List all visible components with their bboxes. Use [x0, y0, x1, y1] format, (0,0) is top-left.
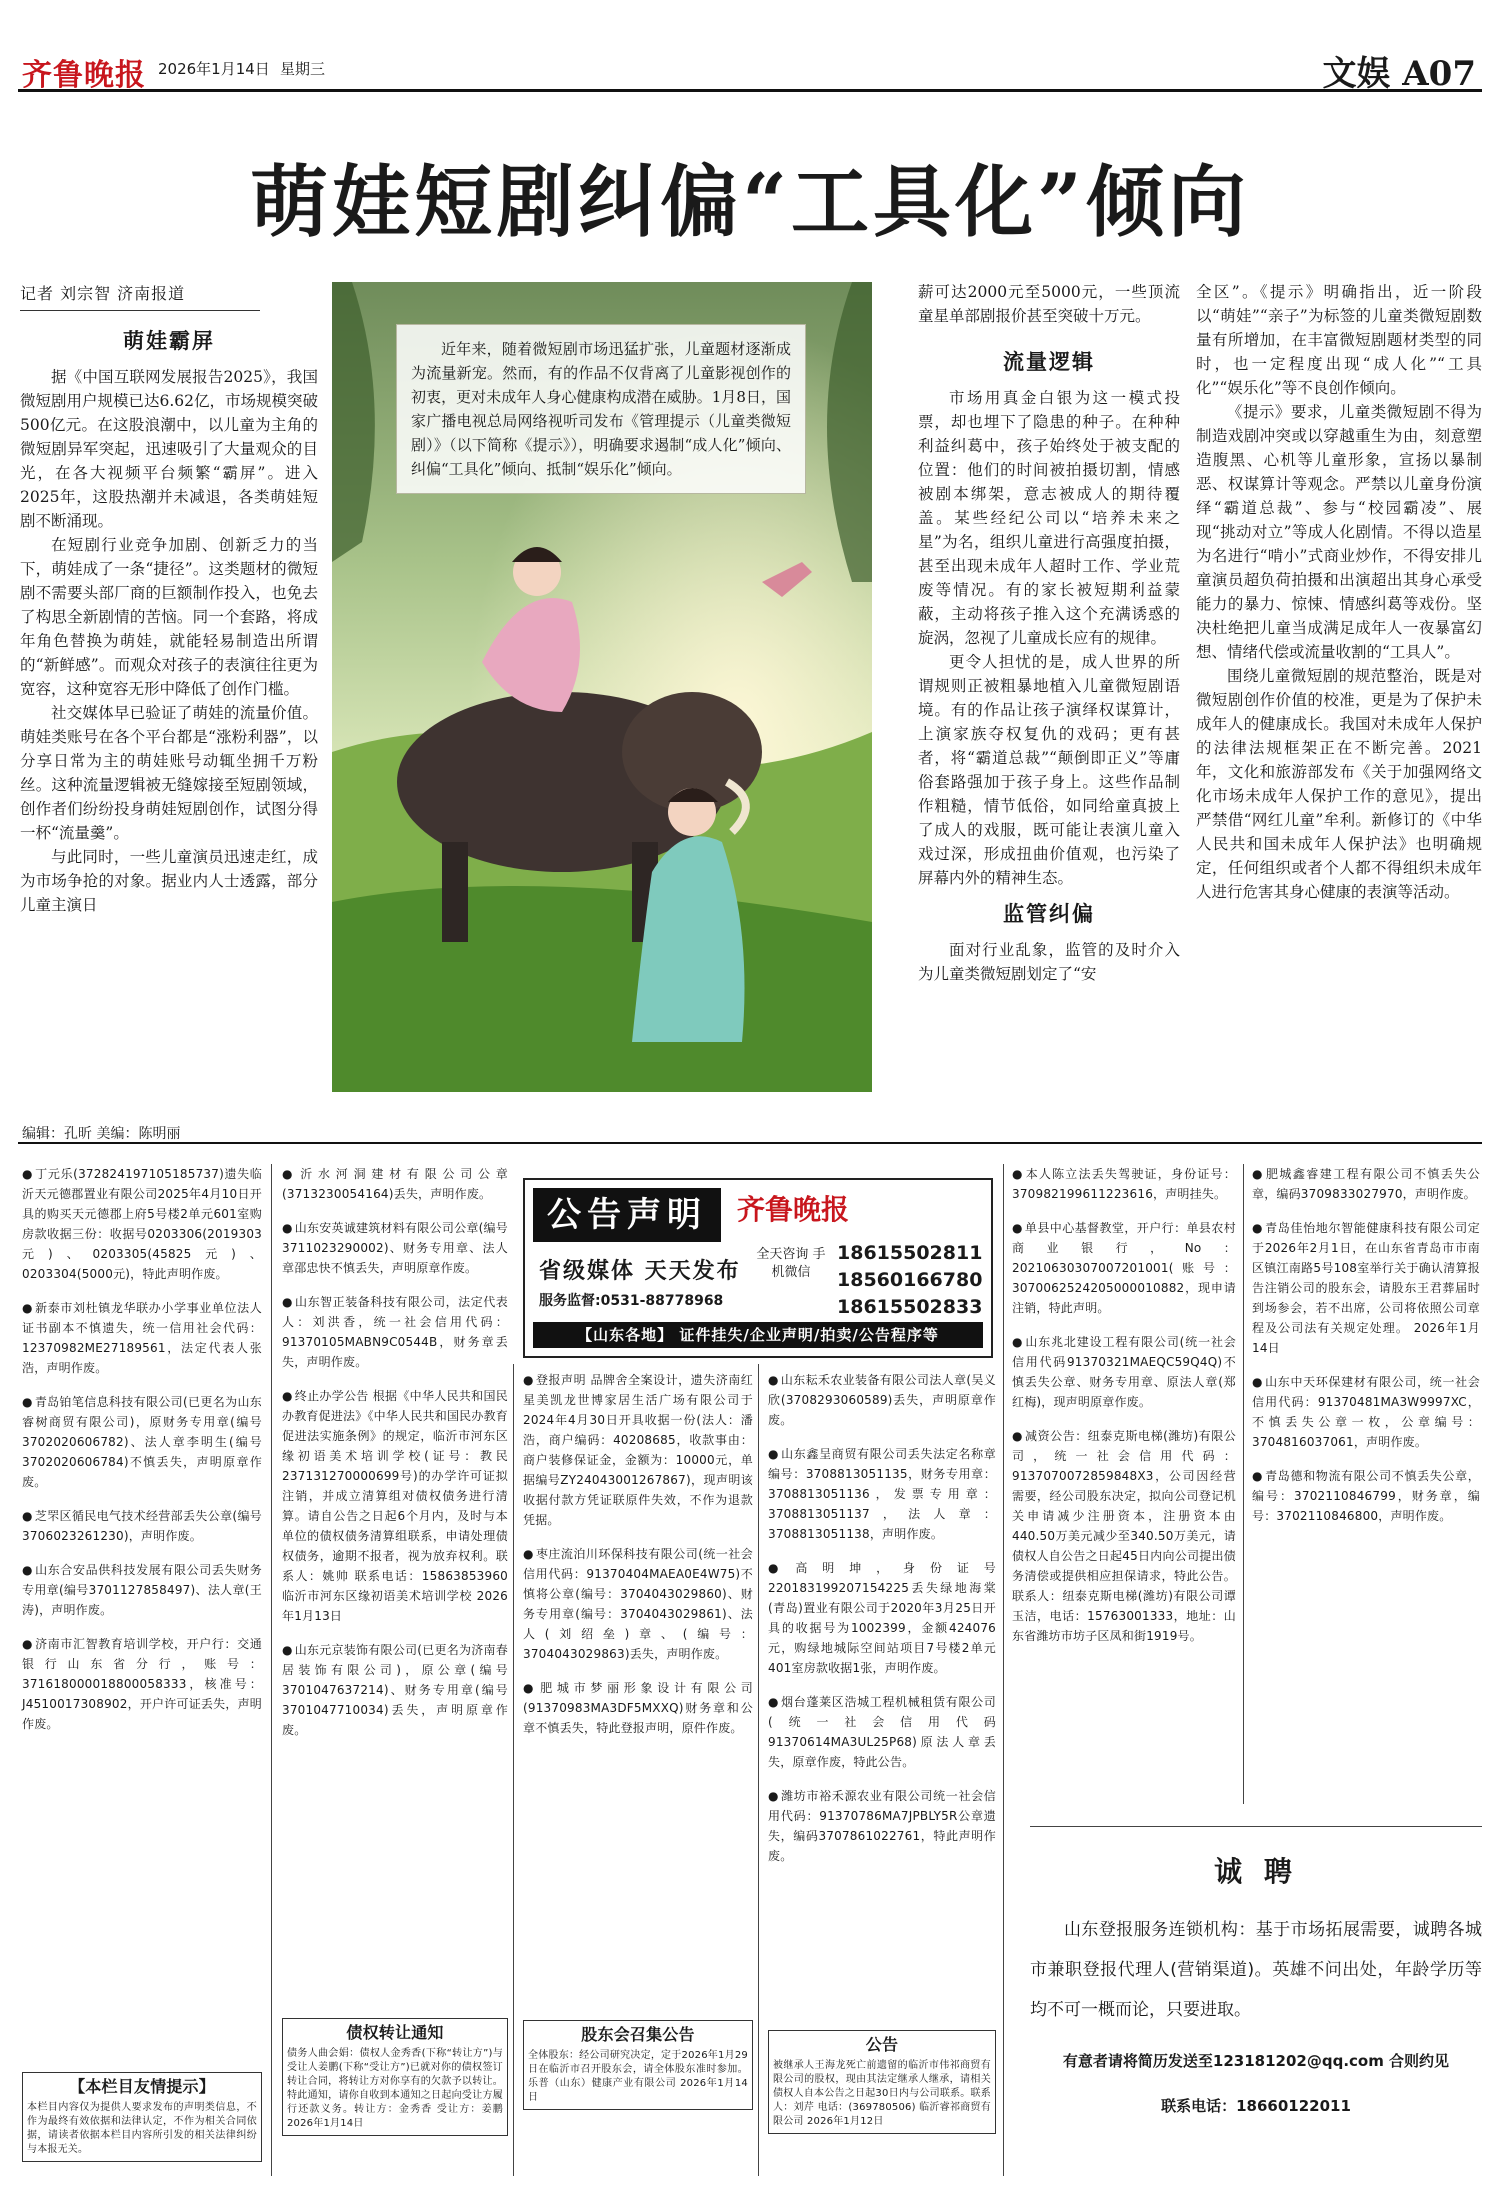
divider [271, 1164, 272, 2176]
banner-slogan: 省级媒体 天天发布 [539, 1259, 741, 1284]
banner-consult: 全天咨询 手机微信 [756, 1247, 826, 1280]
phone-number: 18615502833 [837, 1296, 983, 1318]
lead-paragraph: 近年来，随着微短剧市场迅猛扩张，儿童题材逐渐成为流量新宠。然而，有的作品不仅背离了儿童影视创作的初衷，更对未成年人身心健康构成潜在威胁。1月8日，国家广播电视总局网络视听司发布《管理提示（儿童类微短剧）》（以下简称《提示》），明确要求遏制“成人化”倾向、纠偏“工具化”倾向、抵制“娱乐化”倾向。 [396, 324, 806, 494]
notice-item: ● 单县中心基督教堂，开户行：单县农村商业银行，No：2021063030700720100​1(账号：3070062524205000010882，现申请注销，特此声明。 [1012, 1218, 1236, 1318]
paragraph: 在短剧行业竞争加剧、创新乏力的当下，萌娃成了一条“捷径”。这类题材的微短剧不需要头部厂商的巨额制作投入，也免去了构思全新剧情的苦恼。同一个套路，将成年角色替换为萌娃，就能轻易制造出所谓的“新鲜感”。而观众对孩子的表演往往更为宽容，这种宽容无形中降低了创作门槛。 [20, 536, 318, 698]
recruitment-ad [1030, 1826, 1482, 2176]
classified-notices [18, 1164, 1482, 2176]
paragraph: 面对行业乱象，监管的及时介入为儿童类微短剧划定了“安 [918, 941, 1180, 983]
notice-item: ● 潍坊市裕禾源农业有限公司统一社会信用代码：91370786MA7JPBLY5R公章遗失，编码3707861022761，特此声明作废。 [768, 1786, 996, 1866]
newspaper-masthead: 齐鲁晚报 [22, 58, 146, 93]
notice-item: ● 山东安英诚建筑材料有限公司公章(编号3711023290002)、财务专用章、法人章邵忠快不慎丢失，声明原章作废。 [282, 1218, 508, 1278]
recruit-body: 山东登报服务连锁机构：基于市场拓展需要，诚聘各城市兼职登报代理人(营销渠道)。英雄不问出处，年龄学历等均不可一概而论，只要进取。 [1030, 1920, 1482, 2020]
notice-column-3 [523, 1370, 754, 2103]
banner-phones [837, 1240, 982, 1321]
notice-item: ● 山东合安品供科技发展有限公司丢失财务专用章(编号3701127858497)、法人章(王涛)，声明作废。 [22, 1560, 262, 1620]
banner-masthead: 齐鲁晚报 [737, 1193, 850, 1226]
notice-box-text: 被继承人王海龙死亡前遗留的临沂市伟祁商贸有限公司的股权，现由其法定继承人继承，请相关债权人自本公告之日起30日内与公司联系。联系人：刘芹 电话：(369780506) 临沂睿祁商贸有限公司 2026年1月12日 [773, 2060, 991, 2127]
notice-column-6 [1252, 1164, 1480, 1540]
notice-item: ● 青岛佳怡地尔智能健康科技有限公司定于2026年2月1日，在山东省青岛市市南区镇江南路5号108室举行关于确认清算报告注销公司的股东会，请股东王君葬届时到场参会，若不出席，公司将依照公司章程及公司法有关规定处理。 2026年1月14日 [1252, 1218, 1480, 1358]
notice-item: ● 青岛铂笔信息科技有限公司(已更名为山东睿树商贸有限公司)，原财务专用章(编号3702020606782)、法人章李明生(编号3702020606784)不慎丢失，声明原章作废。 [22, 1392, 262, 1492]
divider [513, 1364, 514, 2176]
notice-item: ● 山东元京装饰有限公司(已更名为济南春居装饰有限公司)，原公章(编号3701047637214)、财务专用章(编号3701047710034)丢失，声明原章作废。 [282, 1640, 508, 1740]
notice-item: ● 新泰市刘杜镇龙华联办小学事业单位法人证书副本不慎遗失，统一信用社会代码：12370982ME27189561，法定代表人张浩，声明作废。 [22, 1298, 262, 1378]
divider [1003, 1164, 1004, 2176]
notice-item: ● 芝罘区循民电气技术经营部丢失公章(编号3706023261230)，声明作废。 [22, 1506, 262, 1546]
divider [18, 1142, 1482, 1144]
debt-transfer-text: 债务人曲会娟：债权人金秀香(下称“转让方”)与受让人姜鹏(下称“受让方”)已就对你的债权签订转让合同，将转让方对你享有的欠款予以转让。特此通知，请你自收到本通知之日起向受让方履行还款义务。转让方：金秀香 受让方：姜鹏 2026年1月14日 [287, 2048, 503, 2129]
divider [758, 1364, 759, 2176]
announcement-banner [523, 1178, 993, 1358]
notice-column-2 [282, 1164, 509, 2129]
notice-box [768, 2030, 996, 2134]
notice-item: ● 山东中天环保建材有限公司，统一社会信用代码：91370481MA3W9997XC，不慎丢失公章一枚，公章编号：3704816037061，声明作废。 [1252, 1372, 1480, 1452]
notice-item: ● 烟台蓬莱区浩城工程机械租赁有限公司(统一社会信用代码91370614MA3UL25P68)原法人章丢失，原章作废，特此公告。 [768, 1692, 996, 1772]
shareholder-meeting-box [523, 2020, 753, 2110]
notice-item: ● 本人陈立法丢失驾驶证，身份证号：370982199611223616，声明挂失。 [1012, 1164, 1236, 1204]
notice-item: ● 山东耘禾农业装备有限公司法人章(吴义欣(3708293060589)丢失，声明原章作废。 [768, 1370, 996, 1430]
debt-transfer-box [282, 2018, 508, 2136]
divider [1030, 1826, 1482, 1827]
reminder-title: 【本栏目友情提示】 [69, 2077, 215, 2096]
notice-item: ● 登报声明 品牌舍全案设计，遗失济南红星美凯龙世博家居生活广场有限公司于2024年4月30日开具收据一份(法人：潘浩，商户编码：40208685，收款事由：商户装修保证金，金额为：10000元，单据编号ZY24043001267867)，现声明该收据付款方凭证联原件失效，不作为退款凭据。 [523, 1370, 753, 1530]
paragraph: 市场用真金白银为这一模式投票，却也埋下了隐患的种子。在种种利益纠葛中，孩子始终处于被支配的位置：他们的时间被拍摄切割，情感被剧本绑架，意志被成人的期待覆盖。某些经纪公司以“培养未来之星”为名，组织儿童进行高强度拍摄，甚至出现未成年人超时工作、学业荒废等情况。有的家长被短期利益蒙蔽，主动将孩子推入这个充满诱惑的旋涡，忽视了儿童成长应有的规律。 [918, 389, 1180, 647]
paragraph: 社交媒体早已验证了萌娃的流量价值。萌娃类账号在各个平台都是“涨粉利器”，以分享日常为主的萌娃账号动辄坐拥千万粉丝。这种流量逻辑被无缝嫁接至短剧领域，创作者们纷纷投身萌娃短剧创作，试图分得一杯“流量羹”。 [20, 704, 318, 842]
banner-hotline: 服务监督:0531-88778968 [539, 1293, 724, 1309]
notice-column-1 [22, 1164, 263, 2155]
notice-box-title: 公告 [865, 2035, 899, 2054]
subhead-2: 流量逻辑 [1003, 349, 1095, 374]
debt-transfer-title: 债权转让通知 [346, 2023, 444, 2042]
subhead-3: 监管纠偏 [1003, 901, 1095, 926]
notice-column-4 [768, 1370, 996, 2127]
byline: 记者 刘宗智 济南报道 [20, 282, 260, 311]
notice-item: ● 高明坤，身份证号220183199207154225丢失绿地海棠(青岛)置业有限公司于2020年3月25日开具的收据号为1002399，金额424076元，购绿地城际空间站项目7号楼2单元401室房款收据1张，声明作废。 [768, 1558, 996, 1678]
notice-item: ● 肥城市梦丽形象设计有限公司(91370983MA3DF5MXXQ)财务章和公章不慎丢失，特此登报声明，原件作废。 [523, 1678, 753, 1738]
reminder-box [22, 2072, 262, 2162]
recruit-title: 诚 聘 [1214, 1855, 1298, 1888]
issue-weekday: 星期三 [280, 60, 326, 78]
notice-item: ● 山东兆北建设工程有限公司(统一社会信用代码91370321MAEQC59Q4Q)不慎丢失公章、财务专用章、原法人章(郑红梅)，现声明原章作废。 [1012, 1332, 1236, 1412]
banner-services: 【山东各地】 证件挂失/企业声明/拍卖/公告程序等 [533, 1322, 983, 1348]
article-column-3 [918, 280, 1180, 986]
paragraph: 围绕儿童微短剧的规范整治，既是对微短剧创作价值的校准，更是为了保护未成年人的健康成长。我国对未成年人保护的法律法规框架正在不断完善。2021年，文化和旅游部发布《关于加强网络文化市场未成年人保护工作的意见》，提出严禁借“网红儿童”牟利。新修订的《中华人民共和国未成年人保护法》也明确规定，任何组织或者个人都不得组织未成年人进行危害其身心健康的表演等活动。 [1196, 667, 1482, 901]
notice-item: ● 终止办学公告 根据《中华人民共和国民办教育促进法》《中华人民共和国民办教育促进法实施条例》的规定，临沂市河东区缘初语美术培训学校(证号：教民237131270000699号)的办学许可证拟注销，并成立清算组对债权债务进行清算。请自公告之日起6个月内，及时与本单位的债权债务清算组联系，申请处理债权债务，逾期不报者，视为放弃权利。联系人：姚帅 联系电话：15863853960 临沂市河东区缘初语美术培训学校 2026年1月13日 [282, 1386, 508, 1626]
notice-item: ● 济南市汇智教育培训学校，开户行：交通银行山东省分行，账号：371618000018800058333，核准号：J4510017308902，开户许可证丢失，声明作废。 [22, 1634, 262, 1734]
notice-item: ● 青岛德和物流有限公司不慎丢失公章，编号：3702110846799，财务章，编号：3702110846800，声明作废。 [1252, 1466, 1480, 1526]
notice-item: ● 肥城鑫睿建工程有限公司不慎丢失公章，编码3709833027970，声明作废。 [1252, 1164, 1480, 1204]
divider [1243, 1164, 1244, 1804]
article-column-1 [20, 282, 318, 917]
paragraph: 薪可达2000元至5000元，一些顶流童星单部剧报价甚至突破十万元。 [918, 283, 1180, 325]
phone-number: 18615502811 [837, 1242, 983, 1264]
editor-credits: 编辑：孔昕 美编：陈明丽 [22, 1126, 181, 1142]
recruit-contact: 有意者请将简历发送至123181202@qq.com 合则约见 [1062, 2052, 1450, 2070]
notice-item: ● 减资公告：纽泰克斯电梯(潍坊)有限公司，统一社会信用代码：91370700728598​48X3，公司因经营需要，经公司股东决定，拟向公司登记机关申请减少注册资本，注册资本由440.50万美元减少至340.50万美元，请债权人自公告之日起45日内向公司提出债务清偿或提供相应担保请求，特此公告。联系人：纽泰克斯电梯(潍坊)有限公司谭玉洁，电话：15763001333，地址：山东省潍坊市坊子区凤和街1919号。 [1012, 1426, 1236, 1646]
notice-item: ● 枣庄流泊川环保科技有限公司(统一社会信用代码：91370404MAEA0E4W75)不慎将公章(编号：3704043029860)、财务专用章(编号：3704043029861)、法人(刘绍垒)章、(编号：3704043029863)丢失，声明作废。 [523, 1544, 753, 1664]
section-page-label: 文娱 A07 [1322, 54, 1476, 94]
phone-number: 18560166780 [837, 1269, 983, 1291]
page-header [18, 42, 1482, 92]
reminder-text: 本栏目内容仅为提供人要求发布的声明类信息，不作为最终有效依据和法律认定，不作为相关合同依据，请读者依据本栏目内容所引发的相关法律纠纷与本报无关。 [27, 2102, 257, 2155]
paragraph: 《提示》要求，儿童类微短剧不得为制造戏剧冲突或以穿越重生为由，刻意塑造腹黑、心机等儿童形象，宣扬以暴制恶、权谋算计等观念。严禁以儿童身份演绎“霸道总裁”、参与“校园霸凌”、展现“挑动对立”等成人化剧情。不得以造星为名进行“啃小”式商业炒作，不得安排儿童演员超负荷拍摄和出演超出其身心承受能力的暴力、惊悚、情感纠葛等戏份。坚决杜绝把儿童当成满足成年人一夜暴富幻想、情绪代偿或流量收割的“工具人”。 [1196, 403, 1482, 661]
paragraph: 更令人担忧的是，成人世界的所谓规则正被粗暴地植入儿童微短剧语境。有的作品让孩子演绎权谋算计，上演家族夺权复仇的戏码；更有甚者，将“霸道总裁”“颠倒即正义”等庸俗套路强加于孩子身上。这些作品制作粗糙，情节低俗，如同给童真披上了成人的戏服，既可能让表演儿童入戏过深，形成扭曲价值观，也污染了屏幕内外的精神生态。 [918, 653, 1180, 887]
notice-item: ● 丁元乐(37282419710518573​7)遗失临沂天元德郡置业有限公司2025年4月10日开具的购买天元德郡上府5号楼2单元601室购房款收据三份：收据号0203306(2019303元)、0203305(45825元)、0203304(5000元)，特此声明作废。 [22, 1164, 262, 1284]
notice-column-5 [1012, 1164, 1236, 1660]
shareholder-meeting-text: 全体股东：经公司研究决定，定于2026年1月29日在临沂市召开股东会，请全体股东准时参加。乐普（山东）健康产业有限公司 2026年1月14日 [528, 2050, 748, 2103]
shareholder-meeting-title: 股东会召集公告 [581, 2025, 695, 2044]
paragraph: 全区”。《提示》明确指出，近一阶段以“萌娃”“亲子”为标签的儿童类微短剧数量有所增加，在丰富微短剧题材类型的同时，也一定程度出现“成人化”“工具化”“娱乐化”等不良创作倾向。 [1196, 283, 1482, 397]
article-column-4 [1196, 280, 1482, 904]
issue-date: 2026年1月14日 [158, 60, 270, 78]
paragraph: 据《中国互联网发展报告2025》，我国微短剧用户规模已达6.62亿，市场规模突破500亿元。在这股浪潮中，以儿童为主角的微短剧异军突起，迅速吸引了大量观众的目光，在各大视频平台频繁“霸屏”。进入2025年，这股热潮并未减退，各类萌娃短剧不断涌现。 [20, 368, 319, 530]
notice-item: ● 山东鑫呈商贸有限公司丢失法定名称章编号：3708813051135，财务专用章：3708813051136，发票专用章：3708813051137，法人章：3708813051138，声明作废。 [768, 1444, 996, 1544]
notice-item: ● 山东智正装备科技有限公司，法定代表人：刘洪香，统一社会信用代码：91370105MABN9C0544B，财务章丢失，声明作废。 [282, 1292, 508, 1372]
notice-item: ● 沂水河洞建材有限公司公章(3713230054164)丢失，声明作废。 [282, 1164, 508, 1204]
banner-title: 公告声明 [533, 1188, 721, 1242]
article-photo [332, 282, 872, 1092]
article-headline: 萌娃短剧纠偏“工具化”倾向 [250, 157, 1250, 248]
paragraph: 与此同时，一些儿童演员迅速走红，成为市场争抢的对象。据业内人士透露，部分儿童主演日 [20, 848, 318, 914]
recruit-phone: 联系电话：18660122011 [1161, 2097, 1351, 2115]
subhead-1: 萌娃霸屏 [123, 328, 215, 353]
